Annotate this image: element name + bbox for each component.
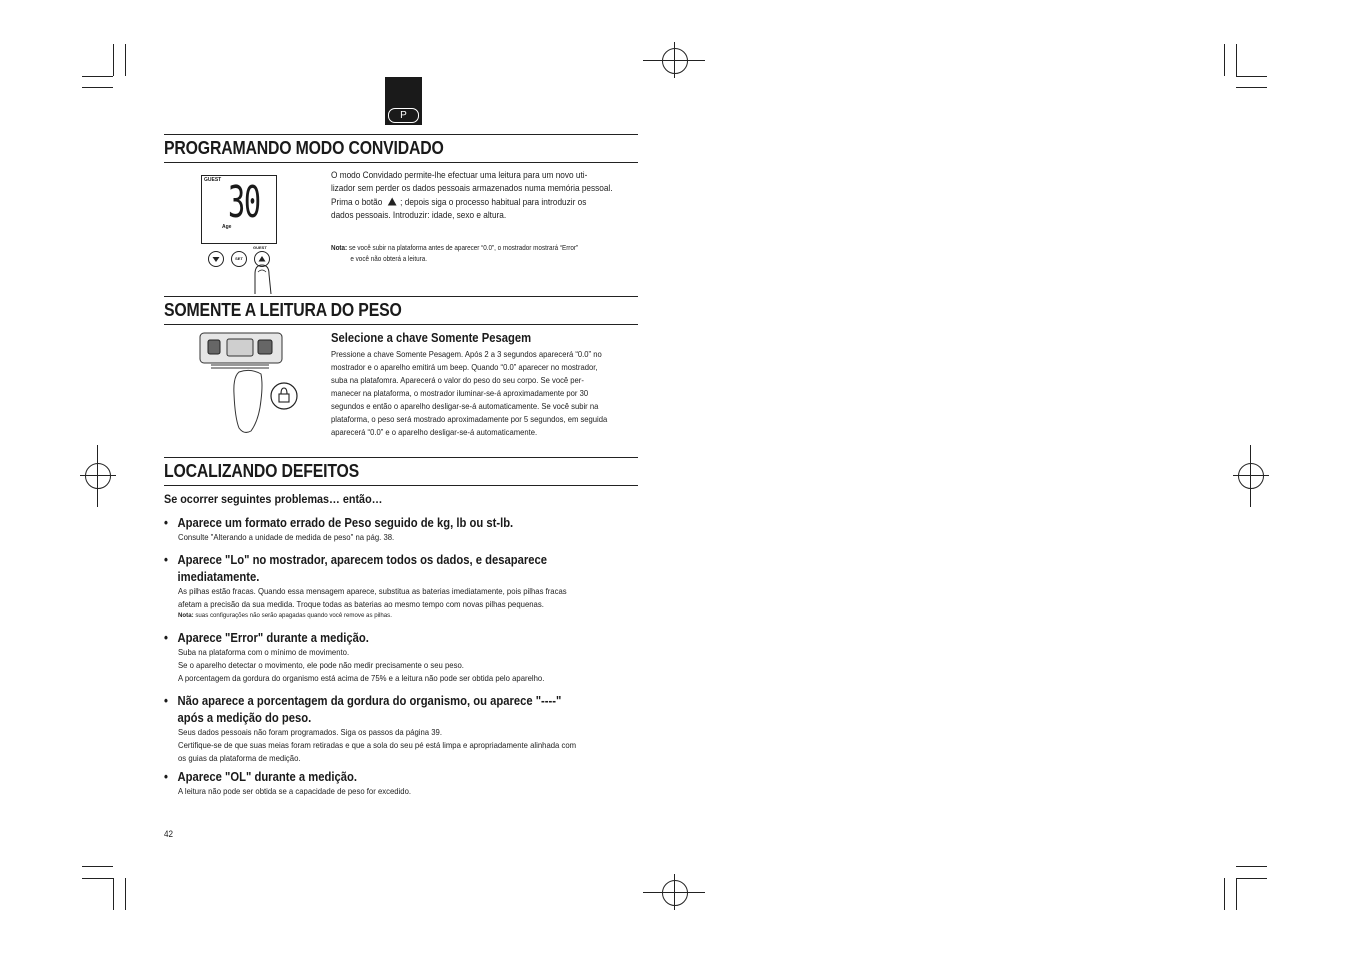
trouble-item-body-line: Seus dados pessoais não foram programados. Siga os passos da página 39. xyxy=(178,727,443,737)
section1-para-line3b: ; depois siga o processo habitual para introduzir os xyxy=(400,195,587,207)
trouble-item-body-line: A porcentagem da gordura do organismo está acima de 75% e a leitura não pode ser obtida pelo aparelho. xyxy=(178,673,545,683)
section2-line: plataforma, o peso será mostrado aproximadamente por 5 segundos, em seguida xyxy=(331,414,608,424)
section2-line: Pressione a chave Somente Pesagem. Após 2 a 3 segundos aparecerá “0.0” no xyxy=(331,349,602,359)
page-number: 42 xyxy=(164,829,174,839)
down-arrow-button[interactable] xyxy=(208,251,224,267)
trouble-item-title-line: Aparece "Error" durante a medição. xyxy=(177,631,369,645)
section1-para-line3 xyxy=(331,195,621,208)
section2-line: segundos e então o aparelho desligar-se-á automaticamente. Se você subir na xyxy=(331,401,599,411)
language-tab-label: P xyxy=(388,108,419,123)
trouble-item-title-line: Aparece "Lo" no mostrador, aparecem todos os dados, e desaparece xyxy=(177,553,548,567)
section1-bottom-rule xyxy=(164,162,638,163)
trouble-item-body-line: As pilhas estão fracas. Quando essa mensagem aparece, substitua as baterias imediatamente, pois pilhas fracas xyxy=(178,586,567,596)
section1-top-rule xyxy=(164,134,638,135)
section2-line: manecer na plataforma, o mostrador iluminar-se-á aproximadamente por 30 xyxy=(331,388,589,398)
trouble-item-body-line: A leitura não pode ser obtida se a capacidade de peso for excedido. xyxy=(178,786,412,796)
section1-para-line4: dados pessoais. Introduzir: idade, sexo e altura. xyxy=(331,208,507,220)
section1-note-label: Nota: xyxy=(331,243,348,252)
section2-bottom-rule xyxy=(164,324,638,325)
section1-para-line3a: Prima o botão xyxy=(331,195,383,207)
trouble-item-body xyxy=(178,531,394,544)
language-tab xyxy=(385,77,422,125)
trouble-item-title-line: Aparece "OL" durante a medição. xyxy=(177,770,357,784)
section2-subheading: Selecione a chave Somente Pesagem xyxy=(331,331,532,345)
section2-line: mostrador e o aparelho emitirá um beep. Quando “0.0” aparecer no mostrador, xyxy=(331,362,598,372)
trouble-item-body-line: Suba na plataforma com o mínimo de movimento. xyxy=(178,647,350,657)
section3-intro: Se ocorrer seguintes problemas… então… xyxy=(164,492,383,506)
trouble-item-title xyxy=(164,515,513,532)
section3-heading: LOCALIZANDO DEFEITOS xyxy=(164,461,360,481)
bullet-icon: • xyxy=(164,631,168,645)
section1-heading: PROGRAMANDO MODO CONVIDADO xyxy=(164,138,444,158)
section2-top-rule xyxy=(164,296,638,297)
section2-paragraph xyxy=(331,348,607,439)
section1-para-line2: lizador sem perder os dados pessoais armazenados numa memória pessoal. xyxy=(331,182,613,194)
section1-para-line1: O modo Convidado permite-lhe efectuar uma leitura para um novo uti- xyxy=(331,169,588,180)
trouble-item-body-line: Certifique-se de que suas meias foram retiradas e que a sola do seu pé está limpa e apropriadamente alinhada com xyxy=(178,740,577,750)
lcd-guest-label: GUEST xyxy=(204,177,222,183)
trouble-item-title xyxy=(164,693,561,727)
section2-heading: SOMENTE A LEITURA DO PESO xyxy=(164,300,402,320)
bullet-icon: • xyxy=(164,553,168,567)
trouble-item-title xyxy=(164,630,369,647)
section1-paragraph xyxy=(331,168,621,221)
trouble-item-body-line: Se o aparelho detectar o movimento, ele pode não medir precisamente o seu peso. xyxy=(178,660,464,670)
trouble-item-title-line: após a medição do peso. xyxy=(177,711,312,725)
trouble-item-title xyxy=(164,552,547,586)
trouble-item-body-line: afetam a precisão da sua medida. Troque todas as baterias ao mesmo tempo com novas pilhas pequenas. xyxy=(178,599,544,609)
lcd-age-label: Age xyxy=(222,224,232,230)
bullet-icon: • xyxy=(164,770,168,784)
trouble-item-body-line: os guias da plataforma de medição. xyxy=(178,753,301,763)
lcd-display-illustration xyxy=(201,175,277,244)
trouble-item-body xyxy=(178,785,411,798)
trouble-item-title-line: Não aparece a porcentagem da gordura do organismo, ou aparece "----" xyxy=(177,694,562,708)
up-triangle-icon xyxy=(387,197,397,206)
trouble-item-body xyxy=(178,646,544,685)
trouble-item-body xyxy=(178,726,576,765)
trouble-item-body xyxy=(178,585,567,611)
bullet-icon: • xyxy=(164,694,168,708)
scale-with-foot-illustration xyxy=(199,332,304,436)
section3-bottom-rule xyxy=(164,485,638,486)
finger-icon xyxy=(252,262,274,294)
trouble-item-note-text: suas configurações não serão apagadas quando você remove as pilhas. xyxy=(195,612,392,619)
section2-line: suba na platafomra. Aparecerá o valor do peso do seu corpo. Se você per- xyxy=(331,375,584,385)
trouble-item-title-line: imediatamente. xyxy=(177,570,260,584)
trouble-item-title-line: Aparece um formato errado de Peso seguido de kg, lb ou st-lb. xyxy=(177,516,514,530)
bullet-icon: • xyxy=(164,516,168,530)
down-arrow-icon xyxy=(209,252,223,266)
trouble-item-note-label: Nota: xyxy=(178,612,194,619)
trouble-item-body-line: Consulte "Alterando a unidade de medida de peso" na pág. 38. xyxy=(178,532,395,542)
section1-note-line1: se você subir na plataforma antes de aparecer “0.0”, o mostrador mostrará “Error” xyxy=(348,243,579,252)
lcd-value: 30 xyxy=(228,177,260,228)
section3-top-rule xyxy=(164,457,638,458)
set-button[interactable]: SET xyxy=(231,251,247,267)
section1-note xyxy=(331,243,621,264)
trouble-item-title xyxy=(164,769,357,786)
section1-note-line2: e você não obterá a leitura. xyxy=(350,253,428,263)
guest-button-label: GUEST xyxy=(253,245,267,250)
trouble-item-note xyxy=(178,612,392,619)
section2-line: aparecerá “0.0” e o aparelho desligar-se-á automaticamente. xyxy=(331,427,538,437)
